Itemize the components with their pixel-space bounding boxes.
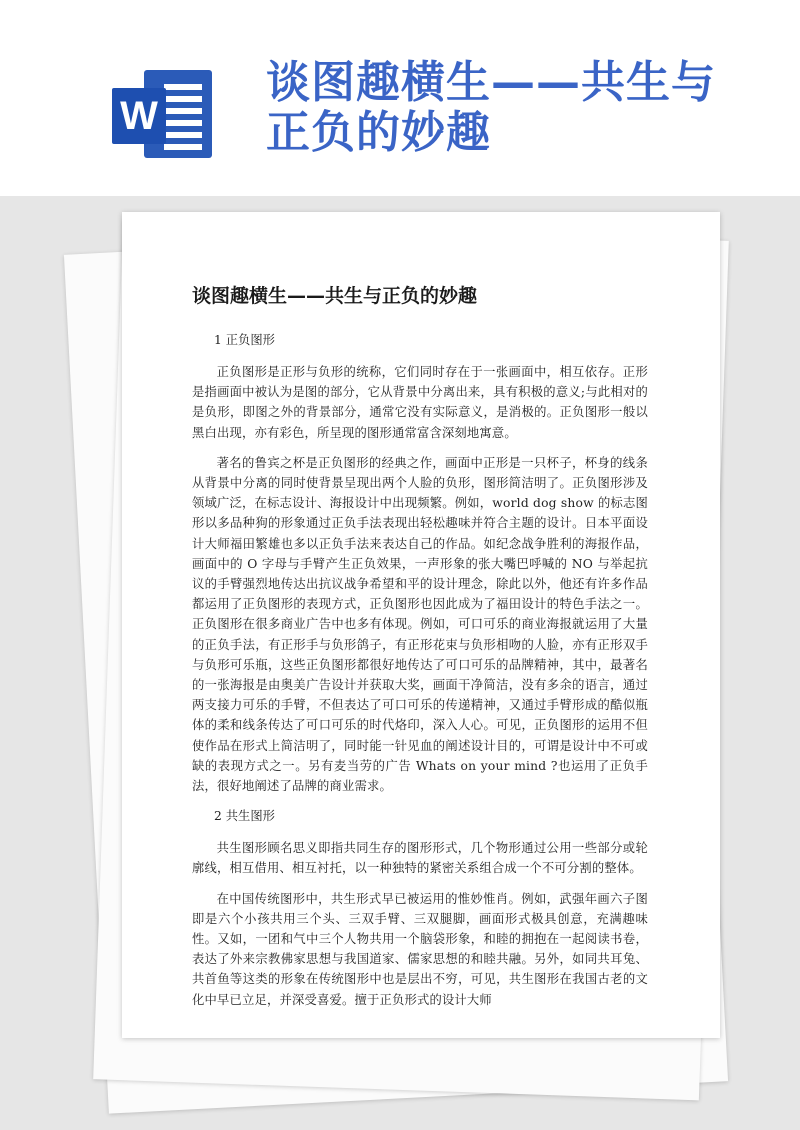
document-title: 谈图趣横生——共生与正负的妙趣 xyxy=(192,285,478,307)
doc-line xyxy=(164,84,202,90)
doc-line xyxy=(164,120,202,126)
section-heading: 1 正负图形 xyxy=(214,333,275,347)
doc-line xyxy=(164,108,202,114)
document-body xyxy=(192,330,648,1020)
document-page xyxy=(122,212,720,1038)
section-heading: 2 共生图形 xyxy=(214,809,275,824)
word-document-icon xyxy=(112,66,216,166)
doc-line xyxy=(164,132,202,138)
paragraph: 在中国传统图形中，共生形式早已被运用的惟妙惟肖。例如，武强年画六子图即是六个小孩共用三个头、三双手臂、三双腿脚，画面形式极具创意，充满趣味性。又如，一团和气中三个人物共用一个脑袋形象，和睦的拥抱在一起阅读书卷，表达了外来宗教佛家思想与我国道家、儒家思想的和睦共融。另外，如同共耳兔、共首鱼等这类的形象在传统图形中也是层出不穷，可见，共生图形在我国古老的文化中早已立足，并深受喜爱。擅于正负形式的设计大师 xyxy=(192,891,648,1007)
paragraph: 共生图形顾名思义即指共同生存的图形形式，几个物形通过公用一些部分或轮廓线，相互借用、相互衬托，以一种独特的紧密关系组合成一个不可分割的整体。 xyxy=(192,841,648,876)
paragraph: 著名的鲁宾之杯是正负图形的经典之作，画面中正形是一只杯子，杯身的线条从背景中分离的同时使背景呈现出两个人脸的负形，图形简洁明了。正负图形涉及领域广泛，在标志设计、海报设计中出现频繁。例如，world dog show 的标志图形以多品种狗的形象通过正负手法表现出轻松趣味并符合主题的设计。日本平面设计大师福田繁雄也多以正负手法来表达自己的作品。如纪念战争胜利的海报作品，画面中的 O 字母与手臂产生正负效果，一声形象的张大嘴巴呼喊的 NO 与举起抗议的手臂强烈地传达出抗议战争希望和平的设计理念，除此以外，他还有许多作品都运用了正负图形的表现方式，正负图形也因此成为了福田设计的特色手法之一。正负图形在很多商业广告中也多有体现。例如，可口可乐的商业海报就运用了大量的正负手法，有正形手与负形鸽子，有正形花束与负形相吻的人脸，亦有正形双手与负形可乐瓶，这些正负图形都很好地传达了可口可乐的品牌精神，其中，最著名的一张海报是由奥美广告设计并获取大奖，画面干净简洁，没有多余的语言，通过两支接力可乐的手臂，不但表达了可口可乐的传递精神，又通过手臂形成的酷似瓶体的柔和线条传达了可口可乐的时代烙印，深入人心。可见，正负图形的运用不但使作品在形式上简洁明了，同时能一针见血的阐述设计目的，可谓是设计中不可或缺的表现方式之一。另有麦当劳的广告 Whats on your mind ?也运用了正负手法，很好地阐述了品牌的商业需求。 xyxy=(192,455,648,794)
doc-line xyxy=(164,96,202,102)
paragraph: 正负图形是正形与负形的统称，它们同时存在于一张画面中，相互依存。正形是指画面中被认为是图的部分，它从背景中分离出来，具有积极的意义;与此相对的是负形，即图之外的背景部分，通常它没有实际意义，是消极的。正负图形一般以黑白出现，亦有彩色，所呈现的图形通常富含深刻地寓意。 xyxy=(192,365,648,440)
word-letter-tile: W xyxy=(112,88,166,144)
header-title: 谈图趣横生——共生与正负的妙趣 xyxy=(266,57,716,158)
doc-line xyxy=(164,144,202,150)
